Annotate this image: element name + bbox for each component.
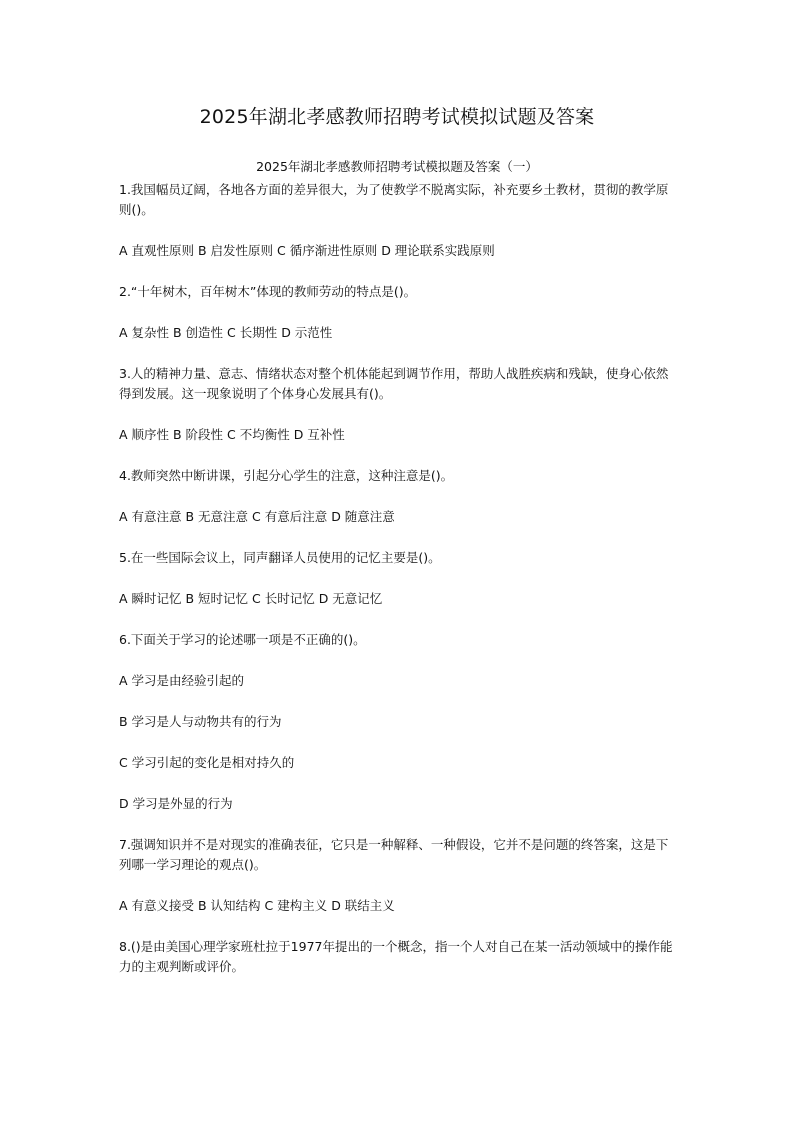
document-title: 2025年湖北孝感教师招聘考试模拟试题及答案 — [199, 106, 595, 128]
question-3-stem: 3.人的精神力量、意志、情绪状态对整个机体能起到调节作用，帮助人战胜疾病和残缺，使身心依然得到发展。这一现象说明了个体身心发展具有()。 — [119, 366, 669, 401]
question-5-options: A 瞬时记忆 B 短时记忆 C 长时记忆 D 无意记忆 — [119, 591, 383, 606]
question-8-stem: 8.()是由美国心理学家班杜拉于1977年提出的一个概念，指一个人对自己在某一活动领域中的操作能力的主观判断或评价。 — [119, 939, 673, 974]
question-6-option-a: A 学习是由经验引起的 — [119, 673, 245, 688]
question-2-stem: 2.“十年树木，百年树木”体现的教师劳动的特点是()。 — [119, 284, 417, 299]
question-6-option-b: B 学习是人与动物共有的行为 — [119, 714, 282, 729]
question-6-stem: 6.下面关于学习的论述哪一项是不正确的()。 — [119, 632, 366, 647]
question-5-stem: 5.在一些国际会议上，同声翻译人员使用的记忆主要是()。 — [119, 550, 441, 565]
question-2-options: A 复杂性 B 创造性 C 长期性 D 示范性 — [119, 325, 333, 340]
question-6-option-d: D 学习是外显的行为 — [119, 796, 233, 811]
document-subtitle: 2025年湖北孝感教师招聘考试模拟题及答案（一） — [256, 159, 538, 174]
question-6-option-c: C 学习引起的变化是相对持久的 — [119, 755, 295, 770]
question-7-stem: 7.强调知识并不是对现实的准确表征，它只是一种解释、一种假设，它并不是问题的终答案，这是下列哪一学习理论的观点()。 — [119, 837, 669, 872]
question-3-options: A 顺序性 B 阶段性 C 不均衡性 D 互补性 — [119, 427, 345, 442]
question-list — [119, 180, 675, 977]
question-4-stem: 4.教师突然中断讲课，引起分心学生的注意，这种注意是()。 — [119, 468, 454, 483]
question-7-options: A 有意义接受 B 认知结构 C 建构主义 D 联结主义 — [119, 898, 395, 913]
question-4-options: A 有意注意 B 无意注意 C 有意后注意 D 随意注意 — [119, 509, 395, 524]
question-1-stem: 1.我国幅员辽阔，各地各方面的差异很大，为了使教学不脱离实际，补充要乡土教材，贯彻的教学原则()。 — [119, 182, 669, 217]
question-1-options: A 直观性原则 B 启发性原则 C 循序渐进性原则 D 理论联系实践原则 — [119, 243, 495, 258]
